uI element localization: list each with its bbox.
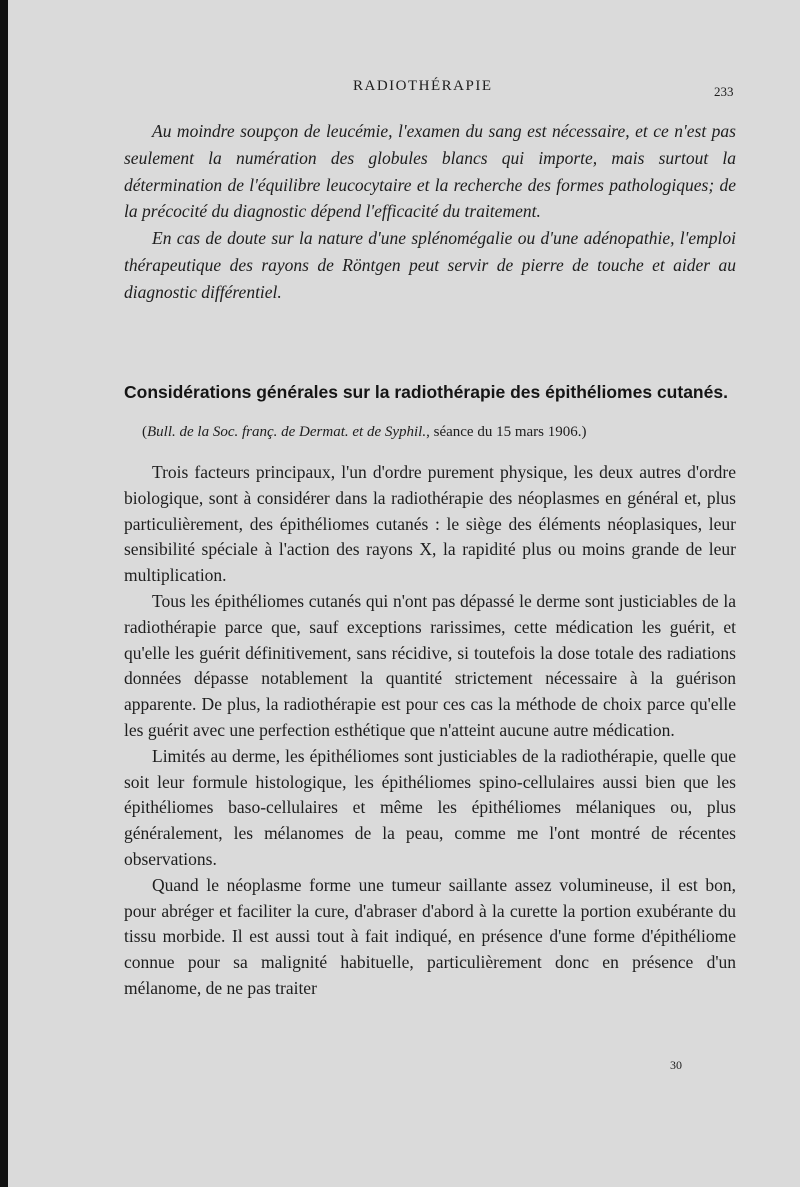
body-paragraph: Quand le néoplasme forme une tumeur saillante assez volumineuse, il est bon, pour abréger et faciliter la cure, d'abraser d'abord à la curette la portion exubérante du tissu morbide. Il est aussi tout à fait indiqué, en présence d'une forme d'épithéliome connue pour sa malignité habituelle, particulièrement donc en présence d'un mélanome, de ne pas traiter: [124, 874, 736, 998]
reference-journal: Bull. de la Soc. franç. de Dermat. et de Syphil.: [147, 424, 427, 440]
section-title: Considérations générales sur la radiothérapie des épithéliomes cutanés.: [124, 382, 728, 402]
page-number: 233: [714, 84, 734, 99]
page-header: [8, 78, 800, 102]
reference-open: (: [142, 424, 147, 440]
reference-date: , séance du 15 mars 1906.): [426, 424, 587, 440]
intro-italic-text: [124, 118, 736, 306]
body-text: [124, 460, 736, 1002]
body-paragraph: Limités au derme, les épithéliomes sont justiciables de la radiothérapie, quelle que soit leur formule histologique, les épithéliomes spino-cellulaires aussi bien que les épithéliomes baso-cellulaires et même les épithéliomes mélaniques ou, plus généralement, les mélanomes de la peau, comme me l'ont montré de récentes observations.: [124, 745, 736, 869]
intro-paragraph: En cas de doute sur la nature d'une splénomégalie ou d'une adénopathie, l'emploi thérapeutique des rayons de Röntgen peut servir de pierre de touche et aider au diagnostic différentiel.: [124, 228, 736, 302]
printer-signature: 30: [670, 1058, 682, 1072]
body-paragraph: Trois facteurs principaux, l'un d'ordre purement physique, les deux autres d'ordre biologique, sont à considérer dans la radiothérapie des néoplasmes en général et, plus particulièrement, des épithéliomes cutanés : le siège des éléments néoplasiques, leur sensibilité spéciale à l'action des rayons X, la rapidité plus ou moins grande de leur multiplication.: [124, 462, 736, 586]
running-head: RADIOTHÉRAPIE: [353, 78, 493, 94]
body-paragraph: Tous les épithéliomes cutanés qui n'ont pas dépassé le derme sont justiciables de la radiothérapie parce que, sauf exceptions rarissimes, cette médication les guérit, et qu'elle les guérit définitivement, sans récidive, si toutefois la dose totale des radiations données dépasse notablement la quantité strictement nécessaire à la guérison apparente. De plus, la radiothérapie est pour ces cas la méthode de choix parce qu'elle les guérit avec une perfection esthétique que n'atteint aucune autre médication.: [124, 590, 736, 740]
intro-paragraph: Au moindre soupçon de leucémie, l'examen du sang est nécessaire, et ce n'est pas seulement la numération des globules blancs qui importe, mais surtout la détermination de l'équilibre leucocytaire et la recherche des formes pathologiques; de la précocité du diagnostic dépend l'efficacité du traitement.: [124, 121, 736, 222]
section-reference: [142, 424, 742, 441]
